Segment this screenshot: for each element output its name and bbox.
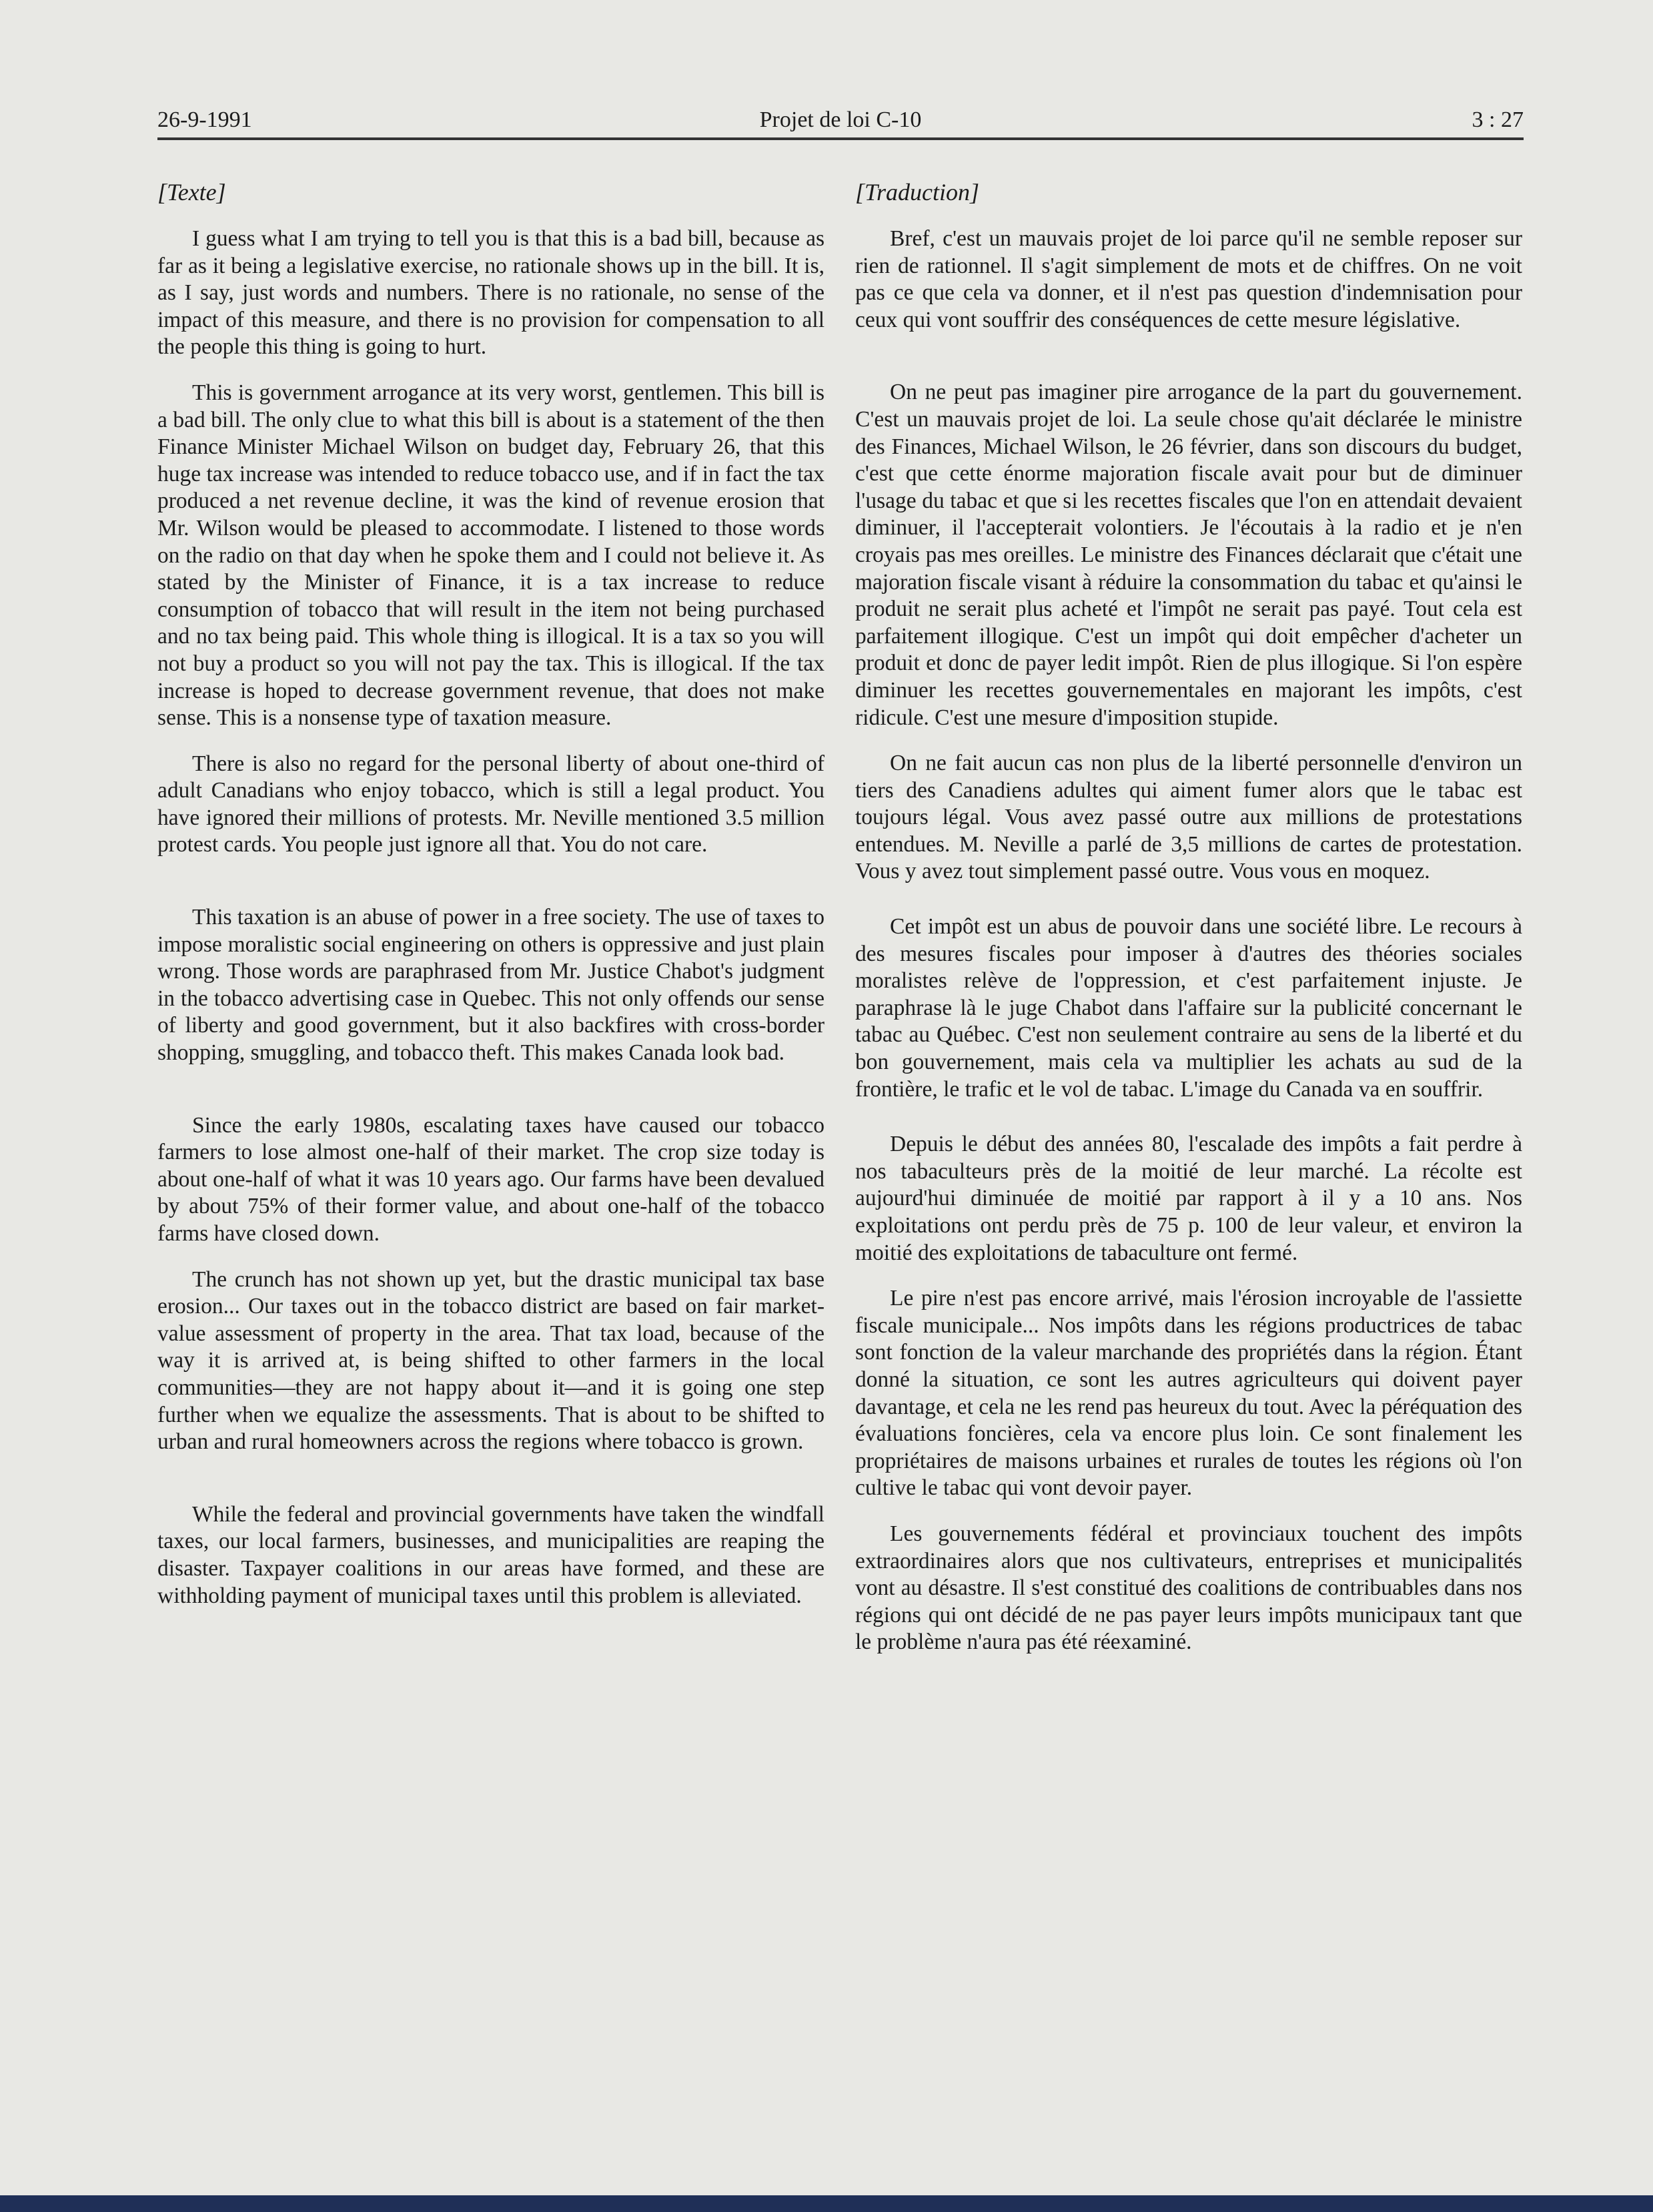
french-paragraph: Cet impôt est un abus de pouvoir dans une société libre. Le recours à des mesures fiscales pour imposer à d'autres des théories sociales moralistes relève de l'oppression, et c'est parfaitement injuste. Je paraphrase là le juge Chabot dans l'affaire sur la publicité concernant le tabac au Québec. C'est non seulement contraire au sens de la liberté et du bon gouvernement, mais cela va multiplier les achats au sud de la frontière, le trafic et le vol de tabac. L'image du Canada va en souffrir. [855,914,1522,1102]
french-column-label: [Traduction] [855,179,980,206]
english-paragraph: I guess what I am trying to tell you is that this is a bad bill, because as far as it being a legislative exercise, no rationale shows up in the bill. It is, as I say, just words and numbers. There is no rationale, no sense of the impact of this measure, and there is no provision for compensation to all the people this thing is going to hurt. [157,226,824,360]
page-header [157,99,1524,140]
header-page-number: 3 : 27 [1472,107,1524,132]
french-paragraph: On ne peut pas imaginer pire arrogance de la part du gouvernement. C'est un mauvais projet de loi. La seule chose qu'ait déclarée le ministre des Finances, Michael Wilson, le 26 février, dans son discours du budget, c'est que cette énorme majoration fiscale avait pour but de diminuer l'usage du tabac et que si les recettes fiscales que l'on en attendait devaient diminuer, il l'accepterait volontiers. Je l'écoutais à la radio et je n'en croyais pas mes oreilles. Le ministre des Finances déclarait que c'était une majoration fiscale visant à réduire la consommation du tabac et qu'ainsi le produit ne serait plus acheté et l'impôt ne serait pas payé. Tout cela est parfaitement illogique. C'est un impôt qui doit empêcher d'acheter un produit et donc de payer ledit impôt. Rien de plus illogique. Si l'on espère diminuer les recettes gouvernementales en majorant les impôts, c'est ridicule. C'est une mesure d'imposition stupide. [855,380,1522,730]
scanner-edge [0,2195,1653,2212]
french-paragraph: On ne fait aucun cas non plus de la liberté personnelle d'environ un tiers des Canadiens adultes qui aiment fumer alors que le tabac est toujours légal. Vous avez passé outre aux millions de protestations entendues. M. Neville a parlé de 3,5 millions de cartes de protestation. Vous y avez tout simplement passé outre. Vous vous en moquez. [855,751,1522,884]
english-paragraph: There is also no regard for the personal liberty of about one-third of adult Canadians who enjoy tobacco, which is still a legal product. You have ignored their millions of protests. Mr. Neville mentioned 3.5 million protest cards. You people just ignore all that. You do not care. [157,751,824,857]
english-paragraph: Since the early 1980s, escalating taxes have caused our tobacco farmers to lose almost one-half of their market. The crop size today is about one-half of what it was 10 years ago. Our farms have been devalued by about 75% of their former value, and about one-half of the tobacco farms have closed down. [157,1112,824,1246]
french-paragraph: Depuis le début des années 80, l'escalade des impôts a fait perdre à nos tabaculteurs près de la moitié de leur marché. La récolte est aujourd'hui diminuée de moitié par rapport à il y a 10 ans. Nos exploitations ont perdu près de 75 p. 100 de leur valeur, et environ la moitié des exploitations de tabaculture ont fermé. [855,1132,1522,1265]
english-column [157,172,824,1609]
header-title: Projet de loi C-10 [759,107,922,132]
english-paragraph: While the federal and provincial governments have taken the windfall taxes, our local farmers, businesses, and municipalities are reaping the disaster. Taxpayer coalitions in our areas have formed, and these are withholding payment of municipal taxes until this problem is alleviated. [157,1501,824,1608]
english-paragraph: This taxation is an abuse of power in a free society. The use of taxes to impose moralistic social engineering on others is oppressive and just plain wrong. Those words are paraphrased from Mr. Justice Chabot's judgment in the tobacco advertising case in Quebec. This not only offends our sense of liberty and good government, but it also backfires with cross-border shopping, smuggling, and tobacco theft. This makes Canada look bad. [157,905,824,1066]
english-paragraph: This is government arrogance at its very worst, gentlemen. This bill is a bad bill. The only clue to what this bill is about is a statement of the then Finance Minister Michael Wilson on budget day, February 26, that this huge tax increase was intended to reduce tobacco use, and if in fact the tax produced a net revenue decline, it was the kind of revenue erosion that Mr. Wilson would be pleased to accommodate. I listened to those words on the radio on that day when he spoke them and I could not believe it. As stated by the Minister of Finance, it is a tax increase to reduce consumption of tobacco that will result in the item not being purchased and no tax being paid. This whole thing is illogical. It is a tax so you will not buy a product so you will not pay the tax. This is illogical. If the tax increase is hoped to decrease government revenue, that does not make sense. This is a nonsense type of taxation measure. [157,380,824,731]
french-paragraph: Bref, c'est un mauvais projet de loi parce qu'il ne semble reposer sur rien de rationnel. Il s'agit simplement de mots et de chiffres. On ne voit pas ce que cela va donner, et il n'est pas question d'indemnisation pour ceux qui vont souffrir des conséquences de cette mesure législative. [855,226,1522,332]
header-date: 26-9-1991 [157,107,252,132]
french-paragraph: Les gouvernements fédéral et provinciaux touchent des impôts extraordinaires alors que nos cultivateurs, entreprises et municipalités vont au désastre. Il s'est constitué des coalitions de contribuables dans nos régions qui ont décidé de ne pas payer leurs impôts municipaux tant que le problème n'aura pas été réexaminé. [855,1521,1522,1655]
english-paragraph: The crunch has not shown up yet, but the drastic municipal tax base erosion... Our taxes out in the tobacco district are based on fair market-value assessment of property in the area. That tax load, because of the way it is arrived at, is being shifted to other farmers in the local communities—they are not happy about it—and it is going one step further when we equalize the assessments. That is about to be shifted to urban and rural homeowners across the regions where tobacco is grown. [157,1266,824,1455]
french-paragraph: Le pire n'est pas encore arrivé, mais l'érosion incroyable de l'assiette fiscale municipale... Nos impôts dans les régions productrices de tabac sont fonction de la valeur marchande des propriétés dans la région. Étant donné la situation, ce sont les autres agriculteurs qui doivent payer davantage, et cela ne les rend pas heureux du tout. Avec la péréquation des évaluations foncières, cela va encore plus loin. Ce sont finalement les propriétaires de maisons urbaines et rurales de toutes les régions où l'on cultive le tabac qui vont devoir payer. [855,1286,1522,1501]
english-column-label: [Texte] [157,179,226,206]
french-column [855,172,1522,1656]
